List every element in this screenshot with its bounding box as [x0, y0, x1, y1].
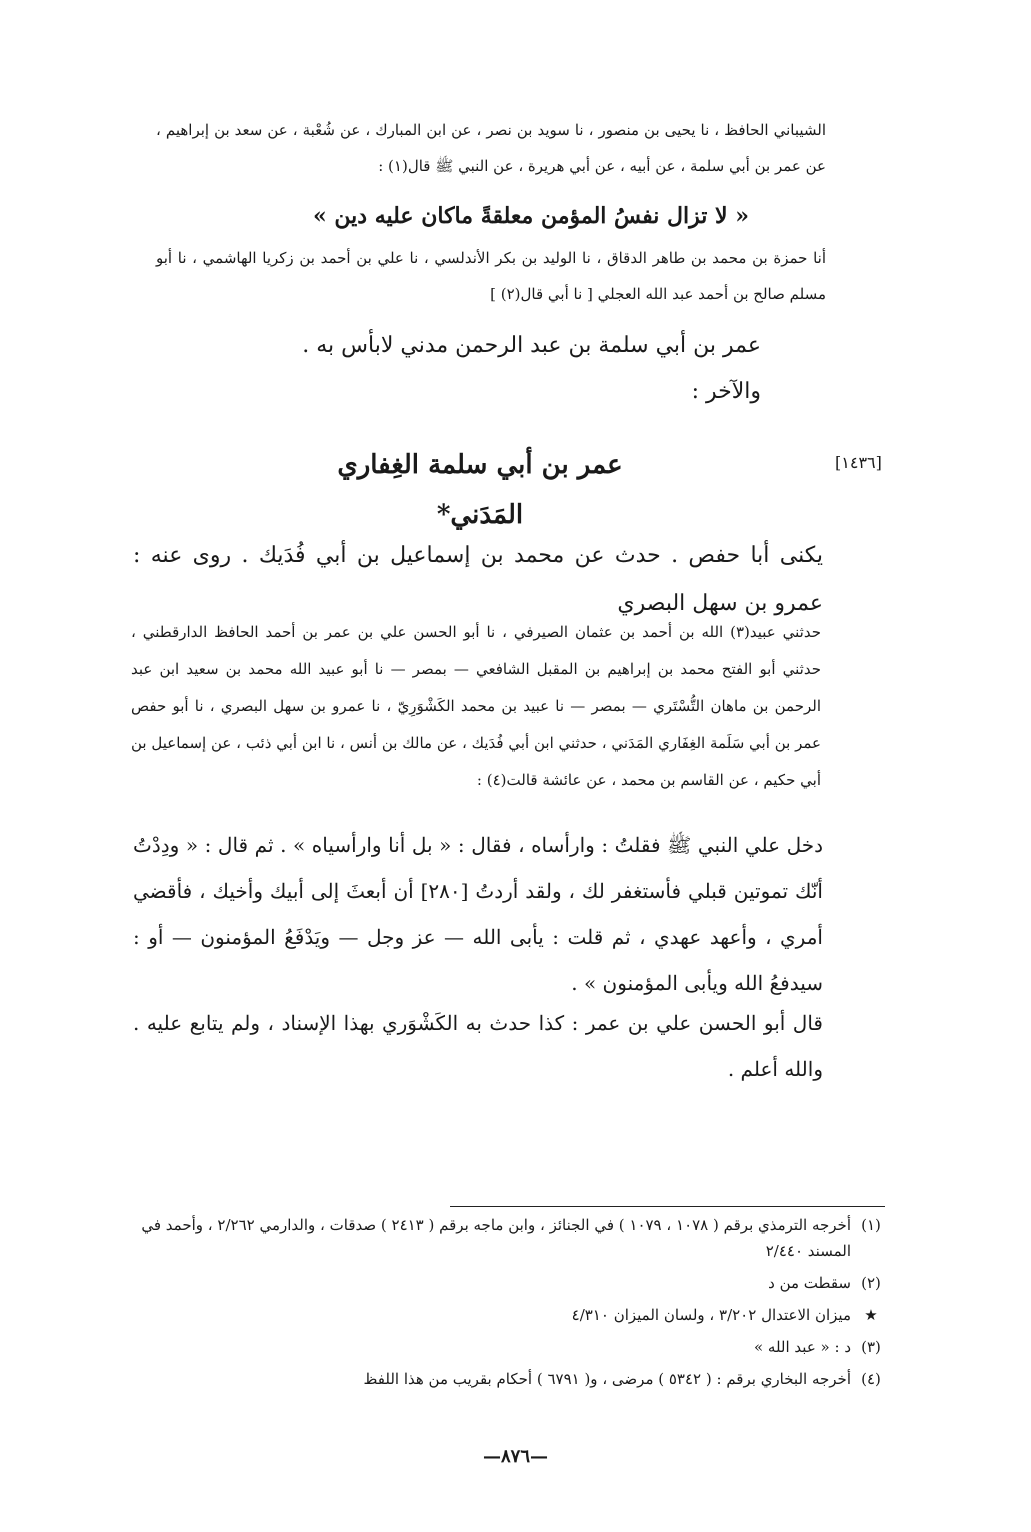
isnad-paragraph-1: الشيباني الحافظ ، نا يحيى بن منصور ، نا سويد بن نصر ، عن ابن المبارك ، عن شُعْبة ، عن سعد بن إبراهيم ، عن عمر بن أبي سلمة ، عن أبيه ، عن أبي هريرة ، عن النبي ﷺ قال(١) :: [156, 121, 826, 175]
footnote-item: [101, 1334, 891, 1360]
next-entry-label: والآخر :: [691, 379, 761, 404]
commentary-paragraph: قال أبو الحسن علي بن عمر : كذا حدث به الكَشْوَري بهذا الإسناد ، ولم يتابع عليه . والله أعلم .: [133, 1011, 823, 1081]
footnote-text: أخرجه الترمذي برقم ( ١٠٧٨ ، ١٠٧٩ ) في الجنائز ، وابن ماجه برقم ( ٢٤١٣ ) صدقات ، والدارمي ٢/٢٦٢ ، وأحمد في المسند ٢/٤٤٠: [141, 1216, 851, 1260]
footnote-item: [101, 1366, 891, 1392]
entry-number: [١٤٣٦]: [835, 453, 882, 472]
footnote-marker: (٢): [861, 1274, 881, 1292]
footnote-marker: (١): [861, 1216, 881, 1234]
footnote-marker: ★: [864, 1306, 878, 1324]
footnote-text: د : « عبد الله »: [753, 1338, 851, 1356]
page-number: —٨٧٦—: [482, 1446, 548, 1467]
isnad-paragraph-2: أنا حمزة بن محمد بن طاهر الدقاق ، نا الوليد بن بكر الأندلسي ، نا علي بن أحمد بن زكريا الهاشمي ، نا أبو مسلم صالح بن أحمد عبد الله العجلي [ نا أبي قال(٢) ]: [156, 249, 826, 303]
footnote-item: [101, 1212, 891, 1264]
footnote-item: [101, 1270, 891, 1296]
footnote-marker: (٤): [861, 1370, 881, 1388]
footnote-item: [101, 1302, 891, 1328]
isnad-paragraph-3: حدثني عبيد(٣) الله بن أحمد بن عثمان الصيرفي ، نا أبو الحسن علي بن عمر بن أحمد الحافظ الدارقطني ، حدثني أبو الفتح محمد بن إبراهيم بن المقبل الشافعي — بمصر — نا أبو عبيد الله محمد بن سعيد ابن عبد الرحمن بن ماهان التُّسْتَري — بمصر — نا عبيد بن محمد الكَشْوَرِيّ ، نا عمرو بن سهل البصري ، نا أبو حفص عمر بن أبي سَلَمة الغِفَاري المَدَني ، حدثني ابن أبي فُدَيك ، عن مالك بن أنس ، نا ابن أبي ذئب ، عن إسماعيل بن أبي حكيم ، عن القاسم بن محمد ، عن عائشة قالت(٤) :: [131, 623, 821, 789]
footnote-marker: (٣): [861, 1338, 881, 1356]
biography-paragraph: يكنى أبا حفص . حدث عن محمد بن إسماعيل بن أبي فُدَيك . روى عنه : عمرو بن سهل البصري: [133, 543, 823, 616]
footnote-divider: [450, 1206, 885, 1207]
entry-title: عمر بن أبي سلمة الغِفاري المَدَني*: [337, 450, 623, 530]
hadith-text: دخل علي النبي ﷺ فقلتُ : وارأساه ، فقال : « بل أنا وارأسياه » . ثم قال : « ودِدْتُ أنّك تموتين قبلي فأستغفر لك ، ولقد أردتُ [٢٨٠] أن أبعثَ إلى أبيك وأخيك ، فأقضي أمري ، وأعهد عهدي ، ثم قلت : يأبى الله — عز وجل — ويَدْفَعُ المؤمنون — أو : سيدفعُ الله ويأبى المؤمنون » .: [133, 833, 823, 995]
footnote-text: أخرجه البخاري برقم : ( ٥٣٤٢ ) مرضى ، و( ٦٧٩١ ) أحكام بقريب من هذا اللفظ: [363, 1370, 851, 1388]
entry-heading: [0, 440, 1031, 530]
footnote-text: ميزان الاعتدال ٣/٢٠٢ ، ولسان الميزان ٤/٣١٠: [571, 1306, 851, 1324]
footnotes: [101, 1212, 891, 1398]
narrator-verdict: عمر بن أبي سلمة بن عبد الرحمن مدني لابأس به .: [302, 333, 761, 358]
hadith-quote: « لا تزال نفسُ المؤمن معلقةً ماكان عليه دين »: [312, 203, 749, 229]
footnote-text: سقطت من د: [768, 1274, 851, 1292]
